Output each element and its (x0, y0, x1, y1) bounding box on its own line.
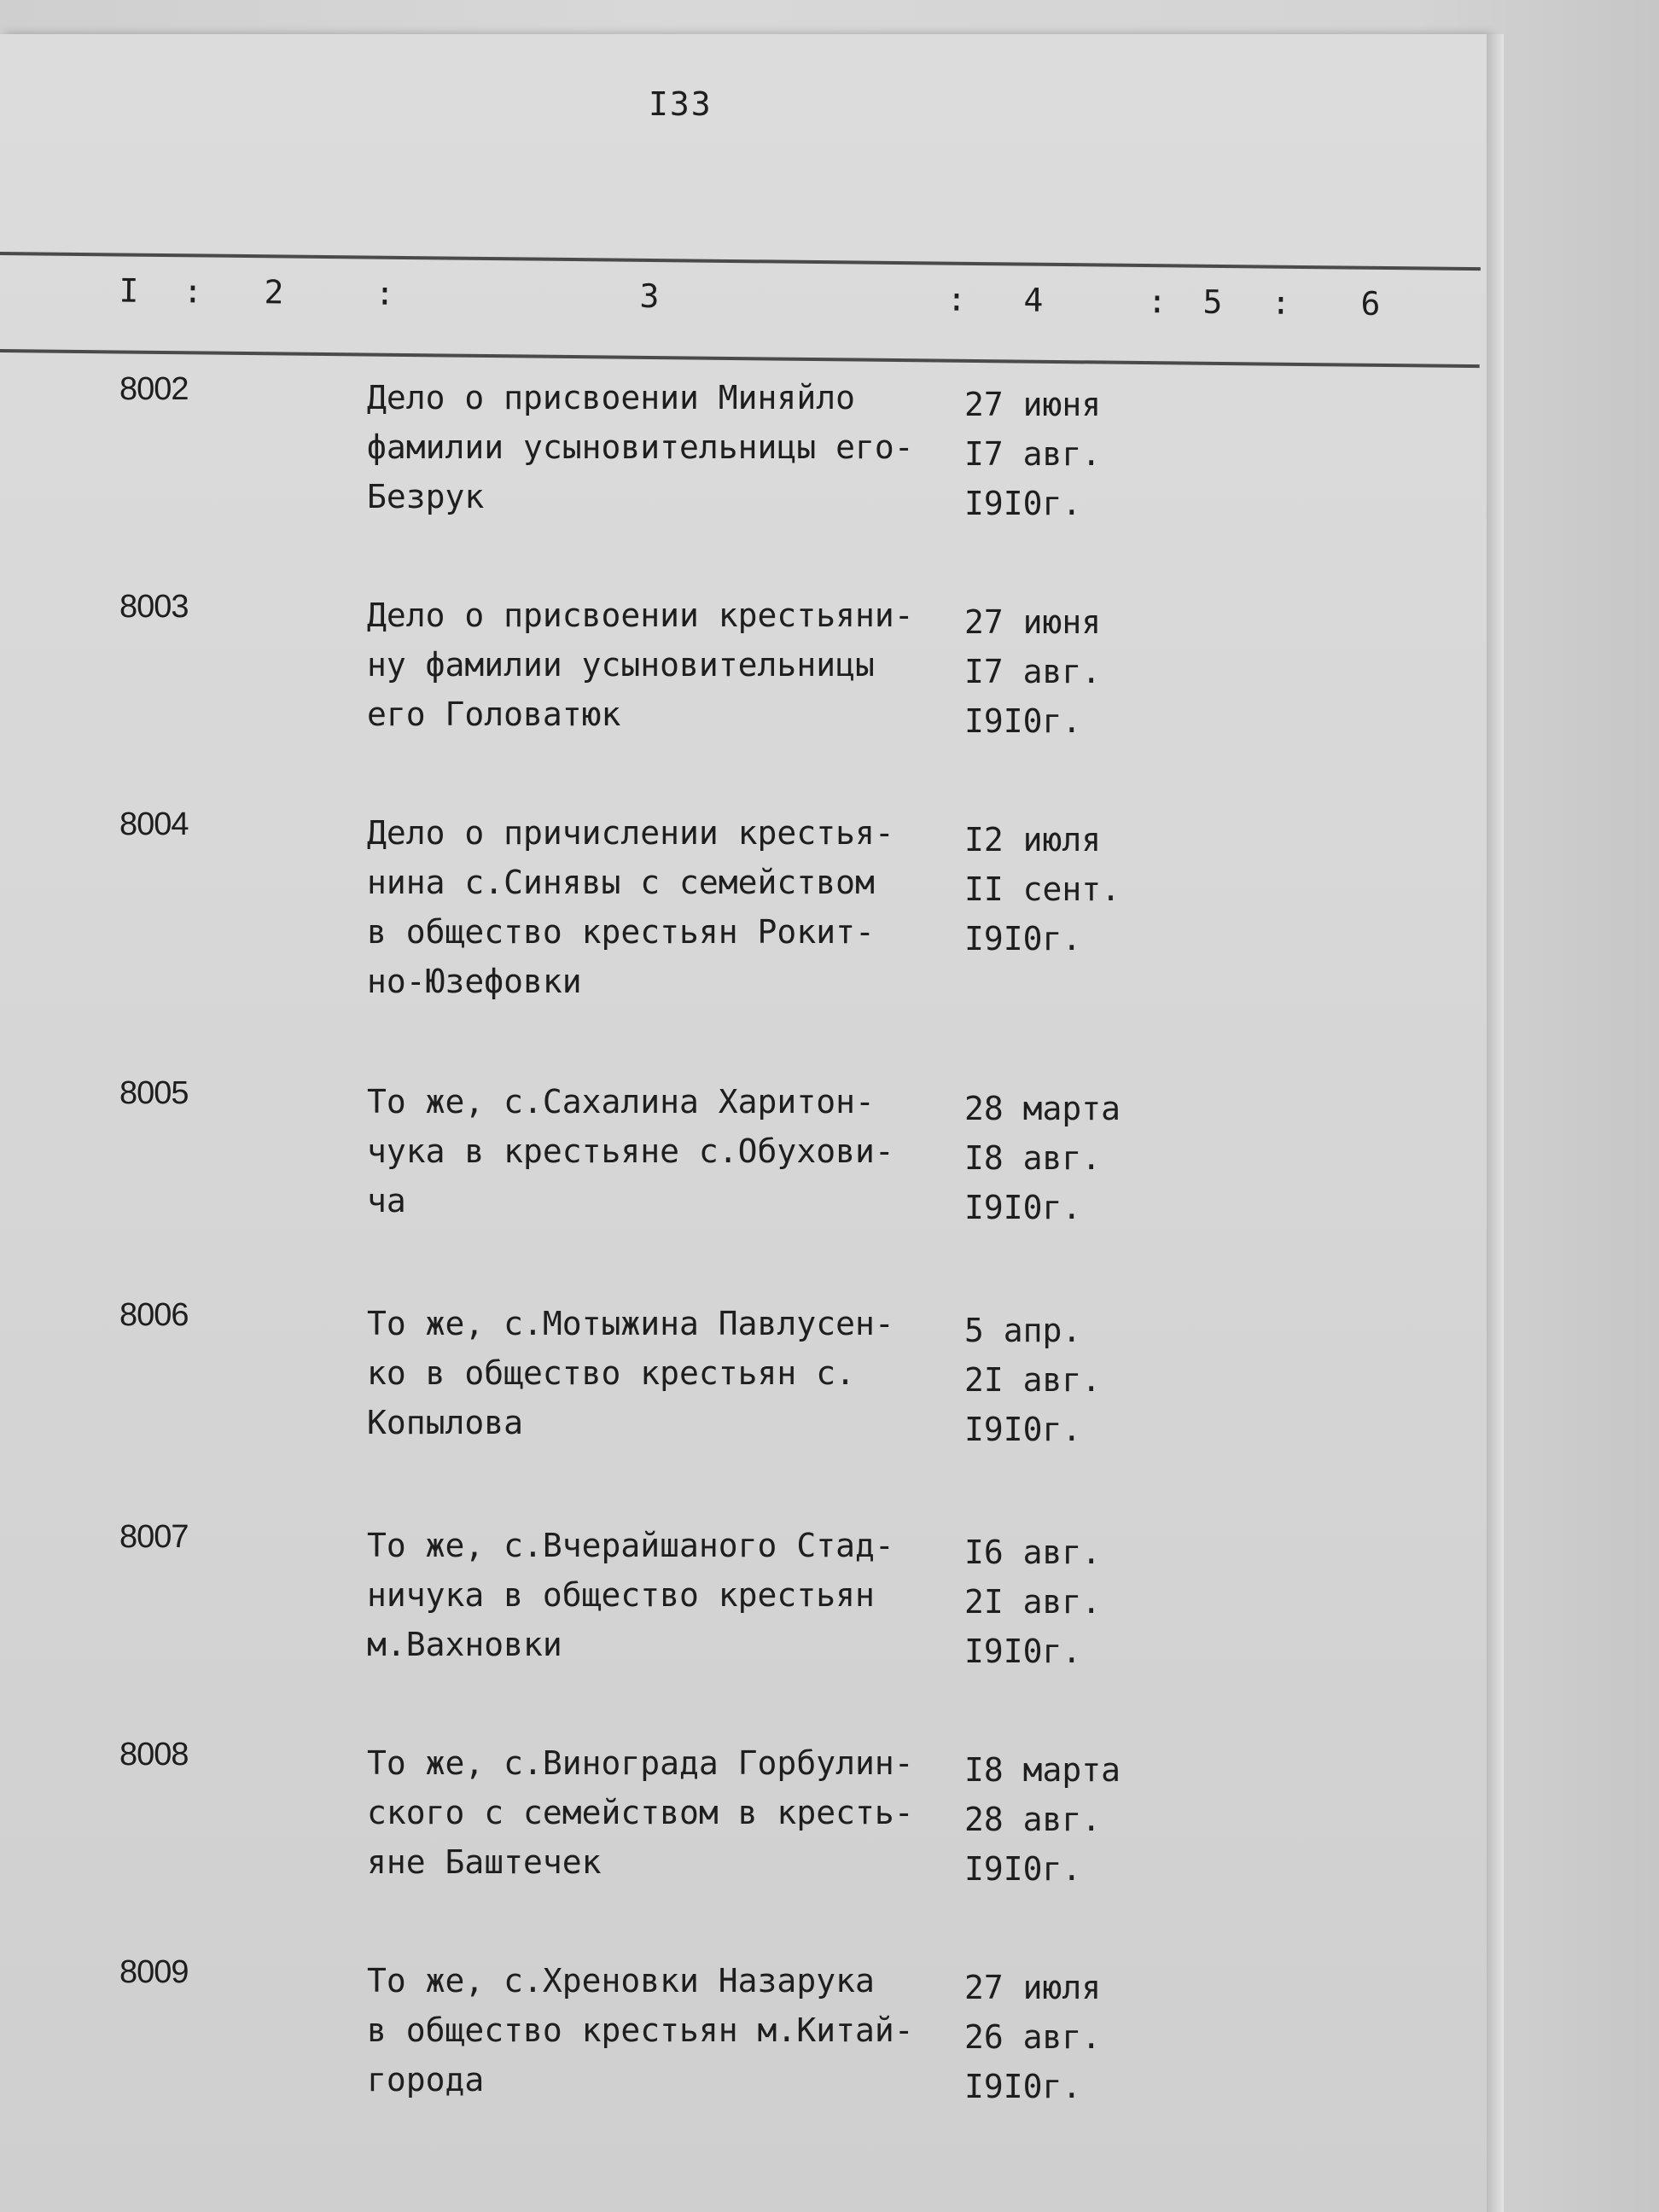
page-edge (1487, 34, 1504, 2212)
record-title: То же, с.Винограда Горбулин- ского с семейством в кресть- яне Баштечек (367, 1744, 914, 1881)
column-header-6: 6 (1360, 284, 1381, 323)
record-title: То же, с.Хреновки Назарука в общество крестьян м.Китай- города (367, 1962, 914, 2098)
record-dates: 27 июня I7 авг. I9I0г. (964, 386, 1102, 522)
column-header-band (0, 252, 1481, 368)
record-dates: 5 апр. 2I авг. I9I0г. (964, 1312, 1102, 1448)
record-title: То же, с.Вчерайшаного Стад- ничука в общество крестьян м.Вахновки (367, 1527, 894, 1663)
column-header-separator: : (1271, 283, 1291, 322)
record-number: 8007 (119, 1519, 189, 1555)
record-number: 8003 (119, 589, 189, 625)
column-header-separator: : (946, 280, 967, 318)
column-header-separator: : (375, 274, 395, 312)
record-dates: 27 июля 26 авг. I9I0г. (964, 1969, 1102, 2105)
column-header-1: I (119, 271, 139, 310)
record-number: 8002 (119, 371, 189, 407)
record-number: 8004 (119, 806, 189, 842)
record-title: Дело о присвоении Миняйло фамилии усыновительницы его- Безрук (367, 379, 914, 515)
column-header-separator: : (183, 272, 203, 311)
record-dates: 28 марта I8 авг. I9I0г. (964, 1090, 1121, 1226)
record-number: 8009 (119, 1954, 189, 1990)
record-dates: I6 авг. 2I авг. I9I0г. (964, 1534, 1102, 1670)
record-title: То же, с.Мотыжина Павлусен- ко в общество крестьян с. Копылова (367, 1305, 894, 1441)
column-header-separator: : (1147, 282, 1167, 321)
record-number: 8008 (119, 1737, 189, 1773)
column-header-3: 3 (639, 276, 660, 316)
column-header-2: 2 (264, 273, 284, 311)
record-number: 8005 (119, 1075, 189, 1111)
document-page (0, 34, 1487, 2212)
record-title: То же, с.Сахалина Харитон- чука в крестьяне с.Обухови- ча (367, 1083, 894, 1220)
column-header-4: 4 (1023, 281, 1044, 319)
record-title: Дело о причислении крестья- нина с.Синявы с семейством в общество крестьян Рокит- но-Юзефовки (367, 814, 894, 1000)
record-dates: 27 июня I7 авг. I9I0г. (964, 603, 1102, 740)
page-number: I33 (649, 85, 713, 123)
record-title: Дело о присвоении крестьяни- ну фамилии усыновительницы его Головатюк (367, 597, 914, 733)
column-header-5: 5 (1202, 282, 1223, 322)
record-number: 8006 (119, 1297, 189, 1333)
record-dates: I2 июля II сент. I9I0г. (964, 821, 1121, 958)
record-dates: I8 марта 28 авг. I9I0г. (964, 1751, 1121, 1888)
